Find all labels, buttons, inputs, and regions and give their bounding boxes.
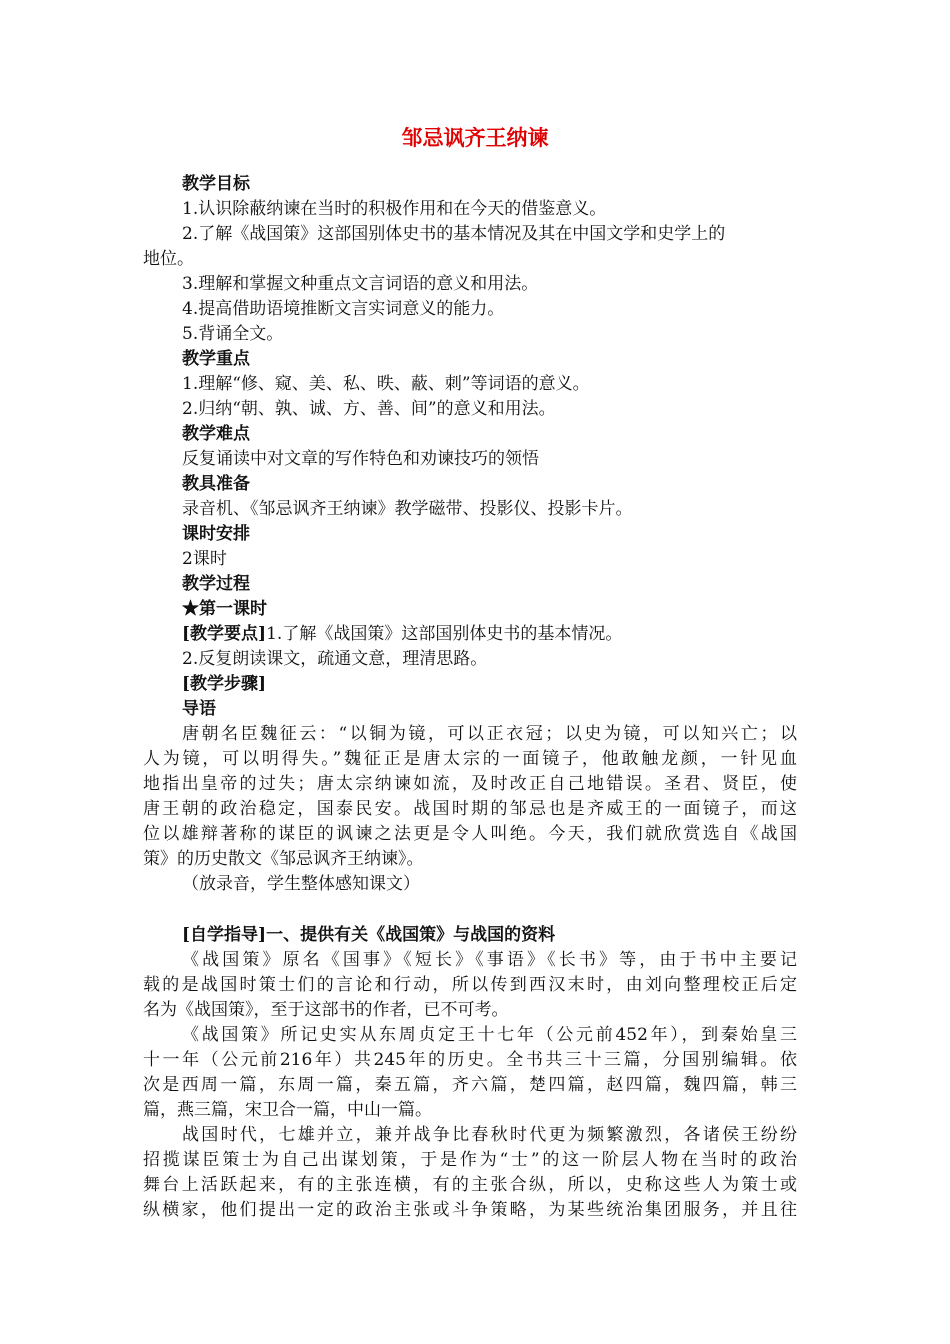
schedule-text: 2课时 xyxy=(182,549,227,569)
intro-note: （放录音，学生整体感知课文） xyxy=(182,874,420,894)
self-study-paragraph-line: 名为《战国策》，至于这部书的作者，已不可考。 xyxy=(143,1000,509,1020)
self-study-paragraph-line: 纵横家，他们提出一定的政治主张或斗争策略，为某些统治集团服务，并且往 xyxy=(143,1200,797,1220)
section-heading-process: 教学过程 xyxy=(182,574,250,594)
section-heading-schedule: 课时安排 xyxy=(182,524,250,544)
section-heading-key-points: 教学重点 xyxy=(182,349,250,369)
self-study-paragraph-line: 战国时代，七雄并立，兼并战争比春秋时代更为频繁激烈，各诸侯王纷纷 xyxy=(182,1125,797,1145)
intro-paragraph-line: 策》的历史散文《邹忌讽齐王纳谏》。 xyxy=(143,849,424,869)
self-study-paragraph-line: 载的是战国时策士们的言论和行动，所以传到西汉末时，由刘向整理校正后定 xyxy=(143,975,797,995)
self-study-paragraph-line: 十一年（公元前216年）共245年的历史。全书共三十三篇，分国别编辑。依 xyxy=(143,1050,797,1070)
difficulty-text: 反复诵读中对文章的写作特色和劝谏技巧的领悟 xyxy=(182,449,539,469)
intro-paragraph-line: 地指出皇帝的过失；唐太宗纳谏如流，及时改正自己地错误。圣君、贤臣，使 xyxy=(143,774,797,794)
document-title: 邹忌讽齐王纳谏 xyxy=(401,125,549,150)
essentials-item: 2.反复朗读课文，疏通文意，理清思路。 xyxy=(182,649,488,669)
blank-line xyxy=(143,897,797,923)
self-study-paragraph-line: 《战国策》所记史实从东周贞定王十七年（公元前452年），到秦始皇三 xyxy=(182,1025,797,1045)
goal-item-continued: 地位。 xyxy=(143,249,194,269)
section-heading-difficulty: 教学难点 xyxy=(182,424,250,444)
section-heading-goals: 教学目标 xyxy=(182,174,250,194)
intro-heading: 导语 xyxy=(182,699,216,719)
self-study-paragraph-line: 次是西周一篇，东周一篇，秦五篇，齐六篇，楚四篇，赵四篇，魏四篇，韩三 xyxy=(143,1075,797,1095)
intro-paragraph-line: 人为镜，可以明得失。”魏征正是唐太宗的一面镜子，他敢触龙颜，一针见血 xyxy=(143,749,797,769)
goal-item: 1.认识除蔽纳谏在当时的积极作用和在今天的借鉴意义。 xyxy=(182,199,607,219)
intro-paragraph-line: 唐朝名臣魏征云：“以铜为镜，可以正衣冠；以史为镜，可以知兴亡；以 xyxy=(182,724,797,744)
lesson-one-heading: ★第一课时 xyxy=(182,599,267,619)
intro-paragraph-line: 位以雄辩著称的谋臣的讽谏之法更是令人叫绝。今天，我们就欣赏选自《战国 xyxy=(143,824,797,844)
key-point-item: 2.归纳“朝、孰、诚、方、善、间”的意义和用法。 xyxy=(182,399,556,419)
goal-item: 2.了解《战国策》这部国别体史书的基本情况及其在中国文学和史学上的 xyxy=(182,224,726,244)
goal-item: 5.背诵全文。 xyxy=(182,324,284,344)
self-study-paragraph-line: 篇，燕三篇，宋卫合一篇，中山一篇。 xyxy=(143,1100,432,1120)
goal-item: 4.提高借助语境推断文言实词意义的能力。 xyxy=(182,299,505,319)
self-study-heading: [自学指导]一、提供有关《战国策》与战国的资料 xyxy=(182,925,556,945)
self-study-paragraph-line: 舞台上活跃起来，有的主张连横，有的主张合纵，所以，史称这些人为策士或 xyxy=(143,1175,797,1195)
intro-paragraph-line: 唐王朝的政治稳定，国泰民安。战国时期的邹忌也是齐威王的一面镜子，而这 xyxy=(143,799,797,819)
self-study-paragraph-line: 《战国策》原名《国事》《短长》《事语》《长书》等，由于书中主要记 xyxy=(182,950,797,970)
essentials-text: 1.了解《战国策》这部国别体史书的基本情况。 xyxy=(266,624,623,644)
materials-text: 录音机、《邹忌讽齐王纳谏》教学磁带、投影仪、投影卡片。 xyxy=(182,499,633,519)
document-body xyxy=(143,172,797,1223)
steps-label: [教学步骤] xyxy=(182,674,267,694)
essentials-line xyxy=(143,622,797,647)
essentials-label: [教学要点] xyxy=(182,624,267,644)
section-heading-materials: 教具准备 xyxy=(182,474,250,494)
key-point-item: 1.理解“修、窥、美、私、昳、蔽、刺”等词语的意义。 xyxy=(182,374,590,394)
self-study-paragraph-line: 招揽谋臣策士为自己出谋划策，于是作为“士”的这一阶层人物在当时的政治 xyxy=(143,1150,797,1170)
goal-item: 3.理解和掌握文种重点文言词语的意义和用法。 xyxy=(182,274,539,294)
